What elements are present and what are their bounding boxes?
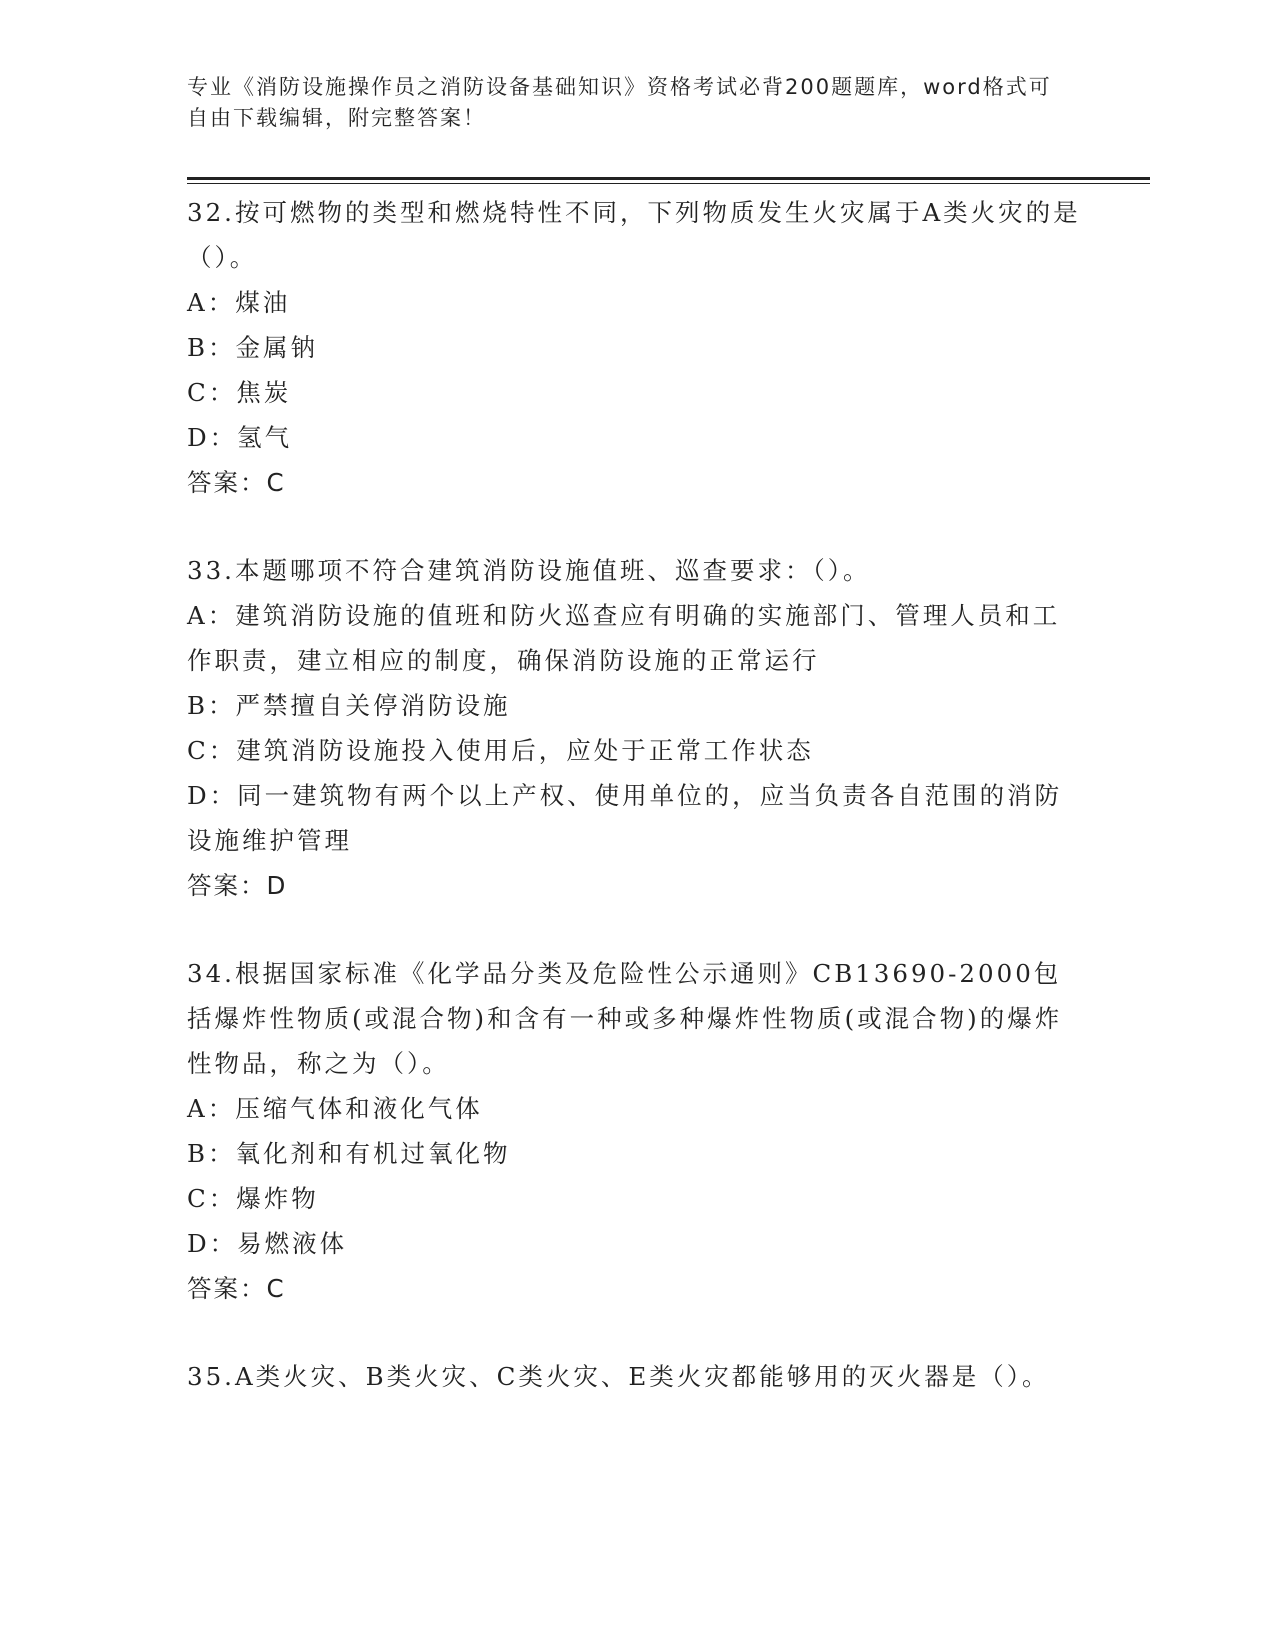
option-b: B：严禁擅自关停消防设施 [187, 691, 511, 720]
question-stem: 32.按可燃物的类型和燃烧特性不同，下列物质发生火灾属于A类火灾的是（）。 [187, 198, 1081, 272]
option-a: A：建筑消防设施的值班和防火巡查应有明确的实施部门、管理人员和工作职责，建立相应的制度，确保消防设施的正常运行 [187, 601, 1061, 675]
question-34 [187, 951, 1087, 1311]
option-d: D：同一建筑物有两个以上产权、使用单位的，应当负责各自范围的消防设施维护管理 [187, 781, 1063, 855]
option-b: B：氧化剂和有机过氧化物 [187, 1139, 511, 1168]
option-d: D：易燃液体 [187, 1229, 348, 1258]
header-rule-thick [187, 177, 1150, 180]
option-d: D：氢气 [187, 423, 293, 452]
option-a: A：煤油 [187, 288, 291, 317]
option-c: C：爆炸物 [187, 1184, 319, 1213]
option-c: C：建筑消防设施投入使用后，应处于正常工作状态 [187, 736, 814, 765]
answer: 答案：C [187, 468, 286, 497]
question-35 [187, 1354, 1087, 1399]
question-list [187, 190, 1087, 1442]
option-a: A：压缩气体和液化气体 [187, 1094, 483, 1123]
answer: 答案：D [187, 871, 288, 900]
question-32 [187, 190, 1087, 505]
option-c: C：焦炭 [187, 378, 292, 407]
question-stem: 34.根据国家标准《化学品分类及危险性公示通则》CB13690-2000包括爆炸性物质(或混合物)和含有一种或多种爆炸性物质(或混合物)的爆炸性物品，称之为（）。 [187, 959, 1063, 1078]
option-b: B：金属钠 [187, 333, 319, 362]
question-stem: 33.本题哪项不符合建筑消防设施值班、巡查要求：（）。 [187, 556, 871, 585]
answer: 答案：C [187, 1274, 286, 1303]
question-33 [187, 548, 1087, 908]
header-rule-thin [187, 183, 1150, 184]
question-stem: 35.A类火灾、B类火灾、C类火灾、E类火灾都能够用的灭火器是（）。 [187, 1362, 1050, 1391]
document-header: 专业《消防设施操作员之消防设备基础知识》资格考试必背200题题库，word格式可自由下载编辑，附完整答案！ [187, 75, 1052, 130]
